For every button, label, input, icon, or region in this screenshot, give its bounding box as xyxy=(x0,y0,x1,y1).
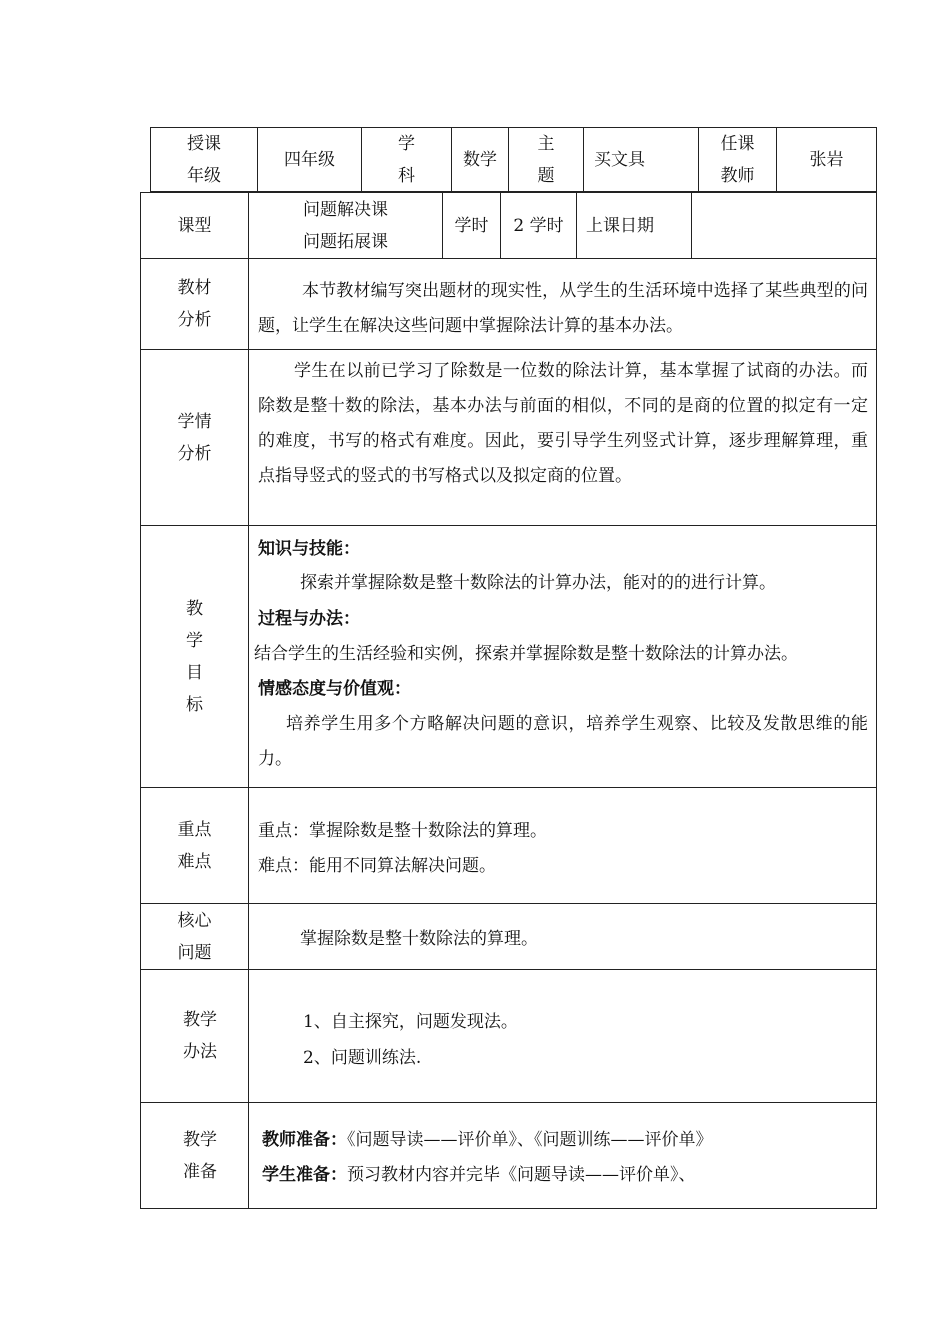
goals-knowledge-text: 探索并掌握除数是整十数除法的计算办法，能对的的进行计算。 xyxy=(300,573,776,593)
goals-process-text: 结合学生的生活经验和实例，探索并掌握除数是整十数除法的计算办法。 xyxy=(254,644,798,664)
goals-label: 教 学 目 标 xyxy=(186,598,203,715)
prep-teacher-title: 教师准备： xyxy=(262,1130,347,1150)
topic-label: 主 题 xyxy=(537,134,555,186)
key-point: 重点：掌握除数是整十数除法的算理。 xyxy=(258,821,547,841)
row-separator xyxy=(140,903,877,904)
goals-emotion-text: 培养学生用多个方略解决问题的意识，培养学生观察、比较及发散思维的能力。 xyxy=(258,714,868,769)
hours-label: 学时 xyxy=(454,215,489,236)
row-separator xyxy=(140,525,877,526)
material-label: 教材 分析 xyxy=(177,278,212,330)
subject-label: 学 科 xyxy=(398,134,415,186)
core-label: 核心 问题 xyxy=(177,910,212,963)
prep-student-text: 预习教材内容并完毕《问题导读——评价单》、 xyxy=(347,1165,696,1185)
type-value: 问题解决课 问题拓展课 xyxy=(303,199,388,252)
core-text: 掌握除数是整十数除法的算理。 xyxy=(300,929,538,949)
key-label: 重点 难点 xyxy=(177,819,212,872)
prep-teacher-text: 《问题导读——评价单》、《问题训练——评价单》 xyxy=(347,1130,713,1150)
prep-student-title: 学生准备： xyxy=(262,1165,347,1185)
goals-emotion-title: 情感态度与价值观： xyxy=(258,679,411,699)
hours-value: 2 学时 xyxy=(513,215,564,236)
teacher-label: 任课 教师 xyxy=(720,134,755,186)
method-line-2: 2、问题训练法. xyxy=(303,1048,422,1068)
row-separator xyxy=(140,258,877,259)
grade-label: 授课 年级 xyxy=(187,134,221,186)
goals-knowledge-title: 知识与技能： xyxy=(258,539,360,559)
student-label: 学情 分析 xyxy=(177,411,212,464)
difficult-point: 难点：能用不同算法解决问题。 xyxy=(258,856,496,876)
prep-teacher xyxy=(262,1123,872,1158)
subject-value: 数学 xyxy=(463,150,497,170)
grade-value: 四年级 xyxy=(284,150,335,170)
method-line-1: 1、自主探究，问题发现法。 xyxy=(303,1012,518,1032)
student-text: 学生在以前已学习了除数是一位数的除法计算，基本掌握了试商的办法。而除数是整十数的除法，基本办法与前面的相似，不同的是商的位置的拟定有一定的难度，书写的格式有难度。因此，要引导学生列竖式计算，逐步理解算理，重点指导竖式的竖式的书写格式以及拟定商的位置。 xyxy=(258,361,868,486)
header-divider xyxy=(583,127,584,192)
date-label: 上课日期 xyxy=(586,215,654,236)
goals-process-title: 过程与办法： xyxy=(258,609,360,629)
prep-label: 教学 准备 xyxy=(183,1130,217,1182)
date-value xyxy=(692,193,876,258)
row-separator xyxy=(140,787,877,788)
prep-student xyxy=(262,1158,872,1193)
topic-value: 买文具 xyxy=(594,150,645,170)
type-row-divider xyxy=(576,192,577,258)
method-label: 教学 办法 xyxy=(183,1010,217,1062)
teacher-value: 张岩 xyxy=(809,150,844,170)
type-label: 课型 xyxy=(177,215,212,236)
material-text: 本节教材编写突出题材的现实性，从学生的生活环境中选择了某些典型的问题，让学生在解决这些问题中掌握除法计算的基本办法。 xyxy=(258,281,868,336)
row-separator xyxy=(140,349,877,350)
